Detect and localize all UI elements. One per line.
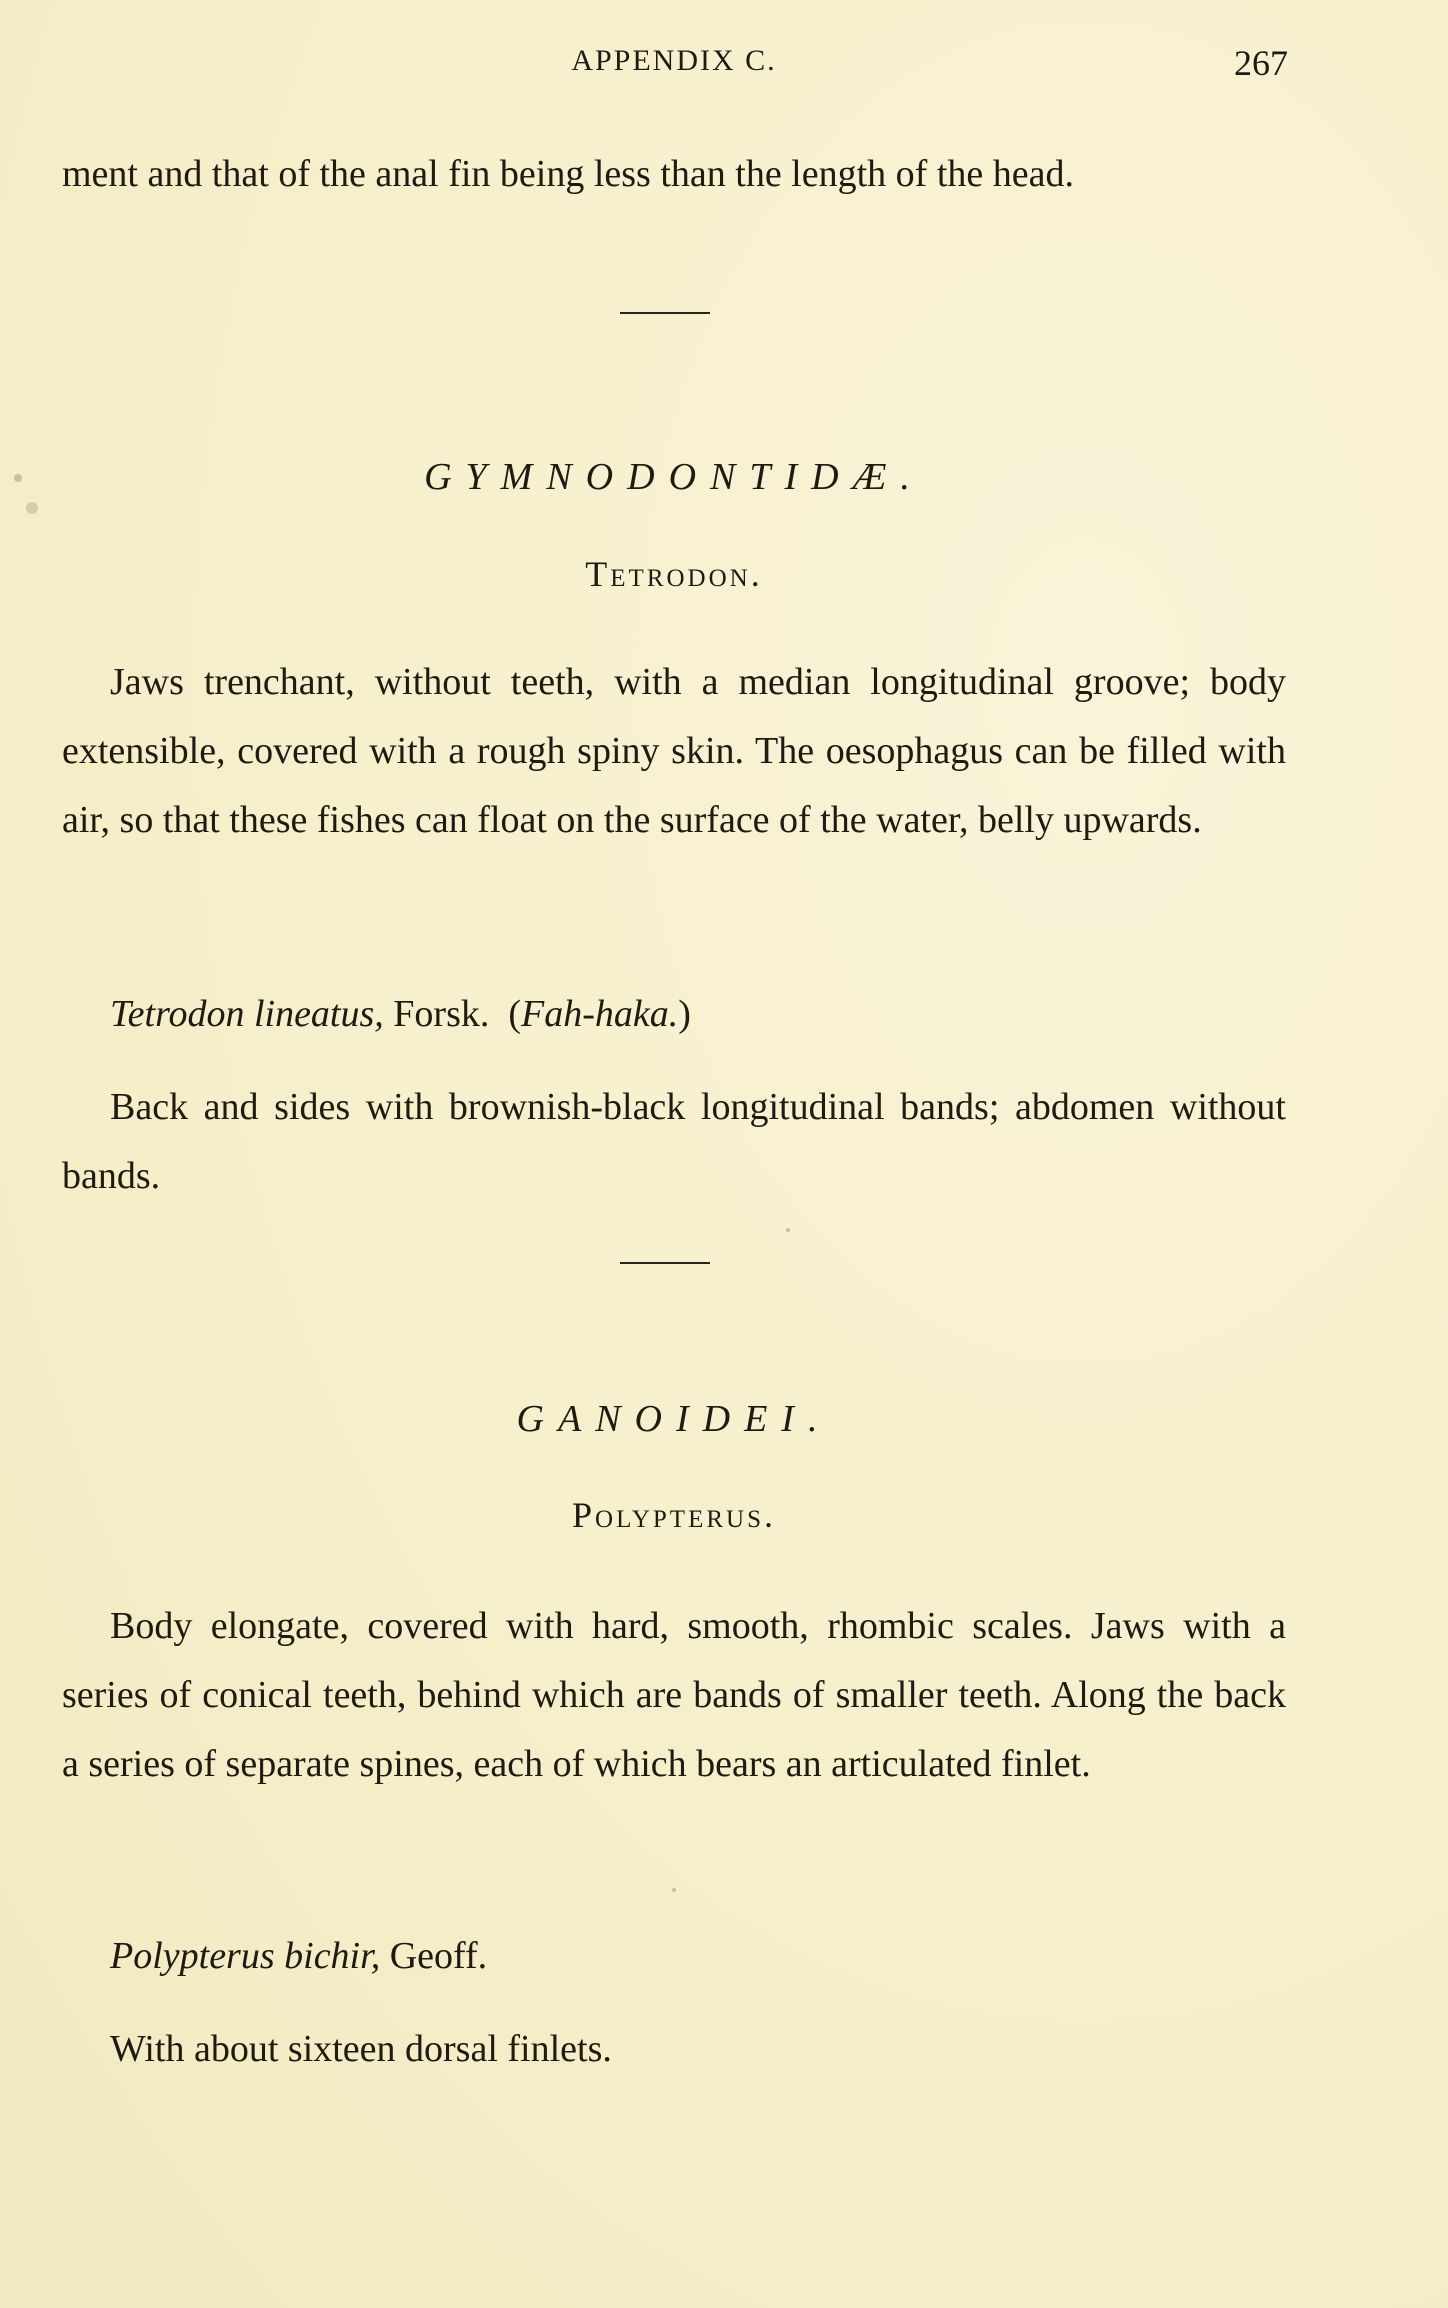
species-authority: Geoff. [389,1935,488,1977]
vernacular-close-paren: ) [678,993,691,1035]
family-heading-gymnodontidae: GYMNODONTIDÆ. [424,456,924,498]
paper-speck [26,502,38,514]
tetrodon-description: Jaws trenchant, without teeth, with a median longitudinal groove; body extensible, covered with a rough spiny skin. The oesophagus can be filled with air, so that these fishes can float on the surface of the water, belly upwards. [62,661,1286,841]
polypterus-description: Body elongate, covered with hard, smooth, rhombic scales. Jaws with a series of conical teeth, behind which are bands of smaller teeth. Along the back a series of separate spines, each of which bears an articulated finlet. [62,1605,1286,1785]
species-name: Tetrodon lineatus, [110,993,384,1035]
page-header [60,42,1288,86]
vernacular-name: Fah-haka. [521,993,679,1035]
paper-speck [786,1228,790,1232]
species-entry-tetrodon-lineatus [110,980,691,1049]
tetrodon-lineatus-description: Back and sides with brownish-black longitudinal bands; abdomen without bands. [62,1086,1286,1197]
paper-speck [14,474,22,482]
genus-heading-polypterus: Polypterus. [572,1495,776,1535]
running-head: APPENDIX C. [571,44,777,77]
species-name: Polypterus bichir, [110,1935,381,1977]
vernacular-open-paren: ( [508,993,522,1035]
continuation-paragraph: ment and that of the anal fin being less than the length of the head. [62,153,1074,195]
family-heading-ganoidei: GANOIDEI. [516,1398,832,1440]
species-authority: Forsk. [393,993,490,1035]
species-entry-polypterus-bichir [110,1922,487,1991]
paper-speck [672,1888,676,1892]
polypterus-bichir-description: With about sixteen dorsal finlets. [110,2028,612,2070]
section-divider [620,1262,710,1264]
page-number: 267 [1234,43,1288,83]
section-divider [620,312,710,314]
genus-heading-tetrodon: Tetrodon. [585,554,763,594]
